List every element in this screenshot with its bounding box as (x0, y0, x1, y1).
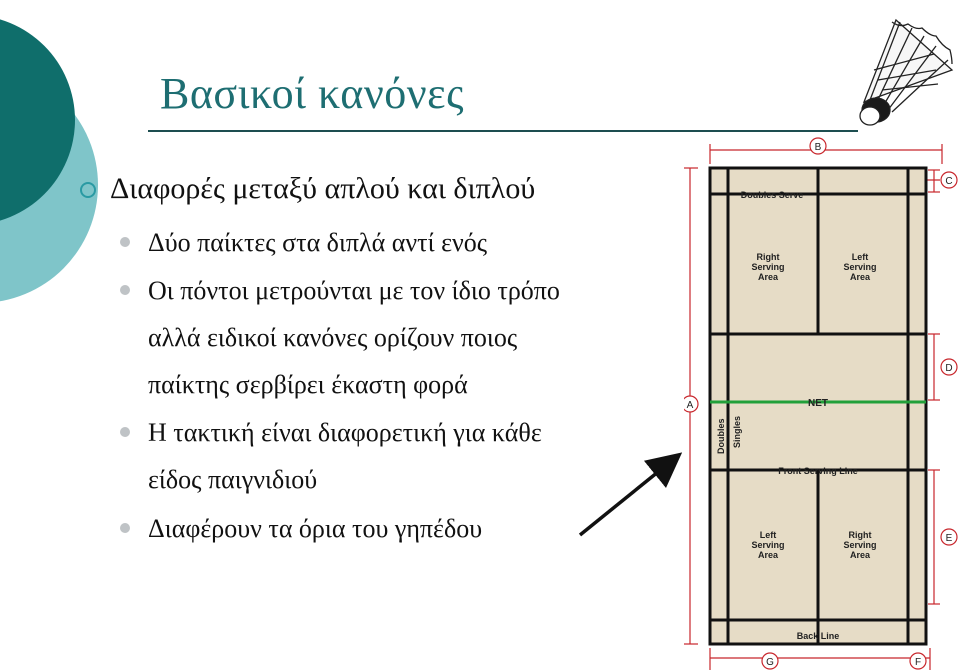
bullet-text: Διαφέρουν τα όρια του γηπέδου (148, 514, 483, 543)
serving-area-label: Right (848, 530, 872, 540)
net-label: NET (808, 398, 828, 409)
marker-g: G (766, 657, 774, 668)
bullet-text-continuation: αλλά ειδικοί κανόνες ορίζουν ποιος (148, 323, 518, 352)
title-underline (148, 130, 858, 132)
bullet-text-continuation: είδος παιγνιδιού (148, 465, 318, 494)
marker-c: C (945, 176, 953, 187)
serving-area-label: Area (849, 550, 871, 560)
bullet-text-continuation: παίκτης σερβίρει έκαστη φορά (148, 370, 468, 399)
decorative-circles (0, 0, 120, 360)
bullet-text: Οι πόντοι μετρούνται με τον ίδιο τρόπο (148, 276, 560, 305)
bullet-text: Δύο παίκτες στα διπλά αντί ενός (148, 228, 488, 257)
bullet-icon (120, 427, 130, 437)
front-serving-line-label: Front Serving Line (778, 466, 858, 476)
doubles-serve-label: Doubles Serve (740, 190, 804, 200)
serving-area-label: Serving (843, 540, 877, 550)
serving-area-label: Area (757, 550, 779, 560)
back-line-label: Back Line (796, 631, 840, 641)
serving-area-label: Left (851, 252, 869, 262)
bullet-icon (120, 285, 130, 295)
serving-area-label: Left (759, 530, 777, 540)
singles-label: Singles (732, 415, 742, 448)
marker-b: B (814, 142, 822, 153)
serving-area-label: Serving (751, 540, 785, 550)
slide-title: Βασικοί κανόνες (160, 69, 465, 118)
main-point: Διαφορές μεταξύ απλού και διπλού (110, 172, 536, 205)
marker-a: A (686, 400, 694, 411)
marker-f: F (914, 657, 922, 668)
serving-area-label: Serving (843, 262, 877, 272)
shuttlecock-icon (852, 12, 958, 130)
bullet-icon (120, 523, 130, 533)
arrow-icon (570, 445, 690, 545)
bullet-icon (120, 237, 130, 247)
serving-area-label: Area (757, 272, 779, 282)
badminton-court-diagram (684, 134, 960, 672)
serving-area-label: Area (849, 272, 871, 282)
bullet-text: Η τακτική είναι διαφορετική για κάθε (148, 418, 542, 447)
marker-e: E (945, 533, 953, 544)
serving-area-label: Right (756, 252, 780, 262)
doubles-label: Doubles (716, 418, 726, 454)
hollow-bullet-icon (80, 182, 96, 198)
marker-d: D (945, 363, 953, 374)
serving-area-label: Serving (751, 262, 785, 272)
